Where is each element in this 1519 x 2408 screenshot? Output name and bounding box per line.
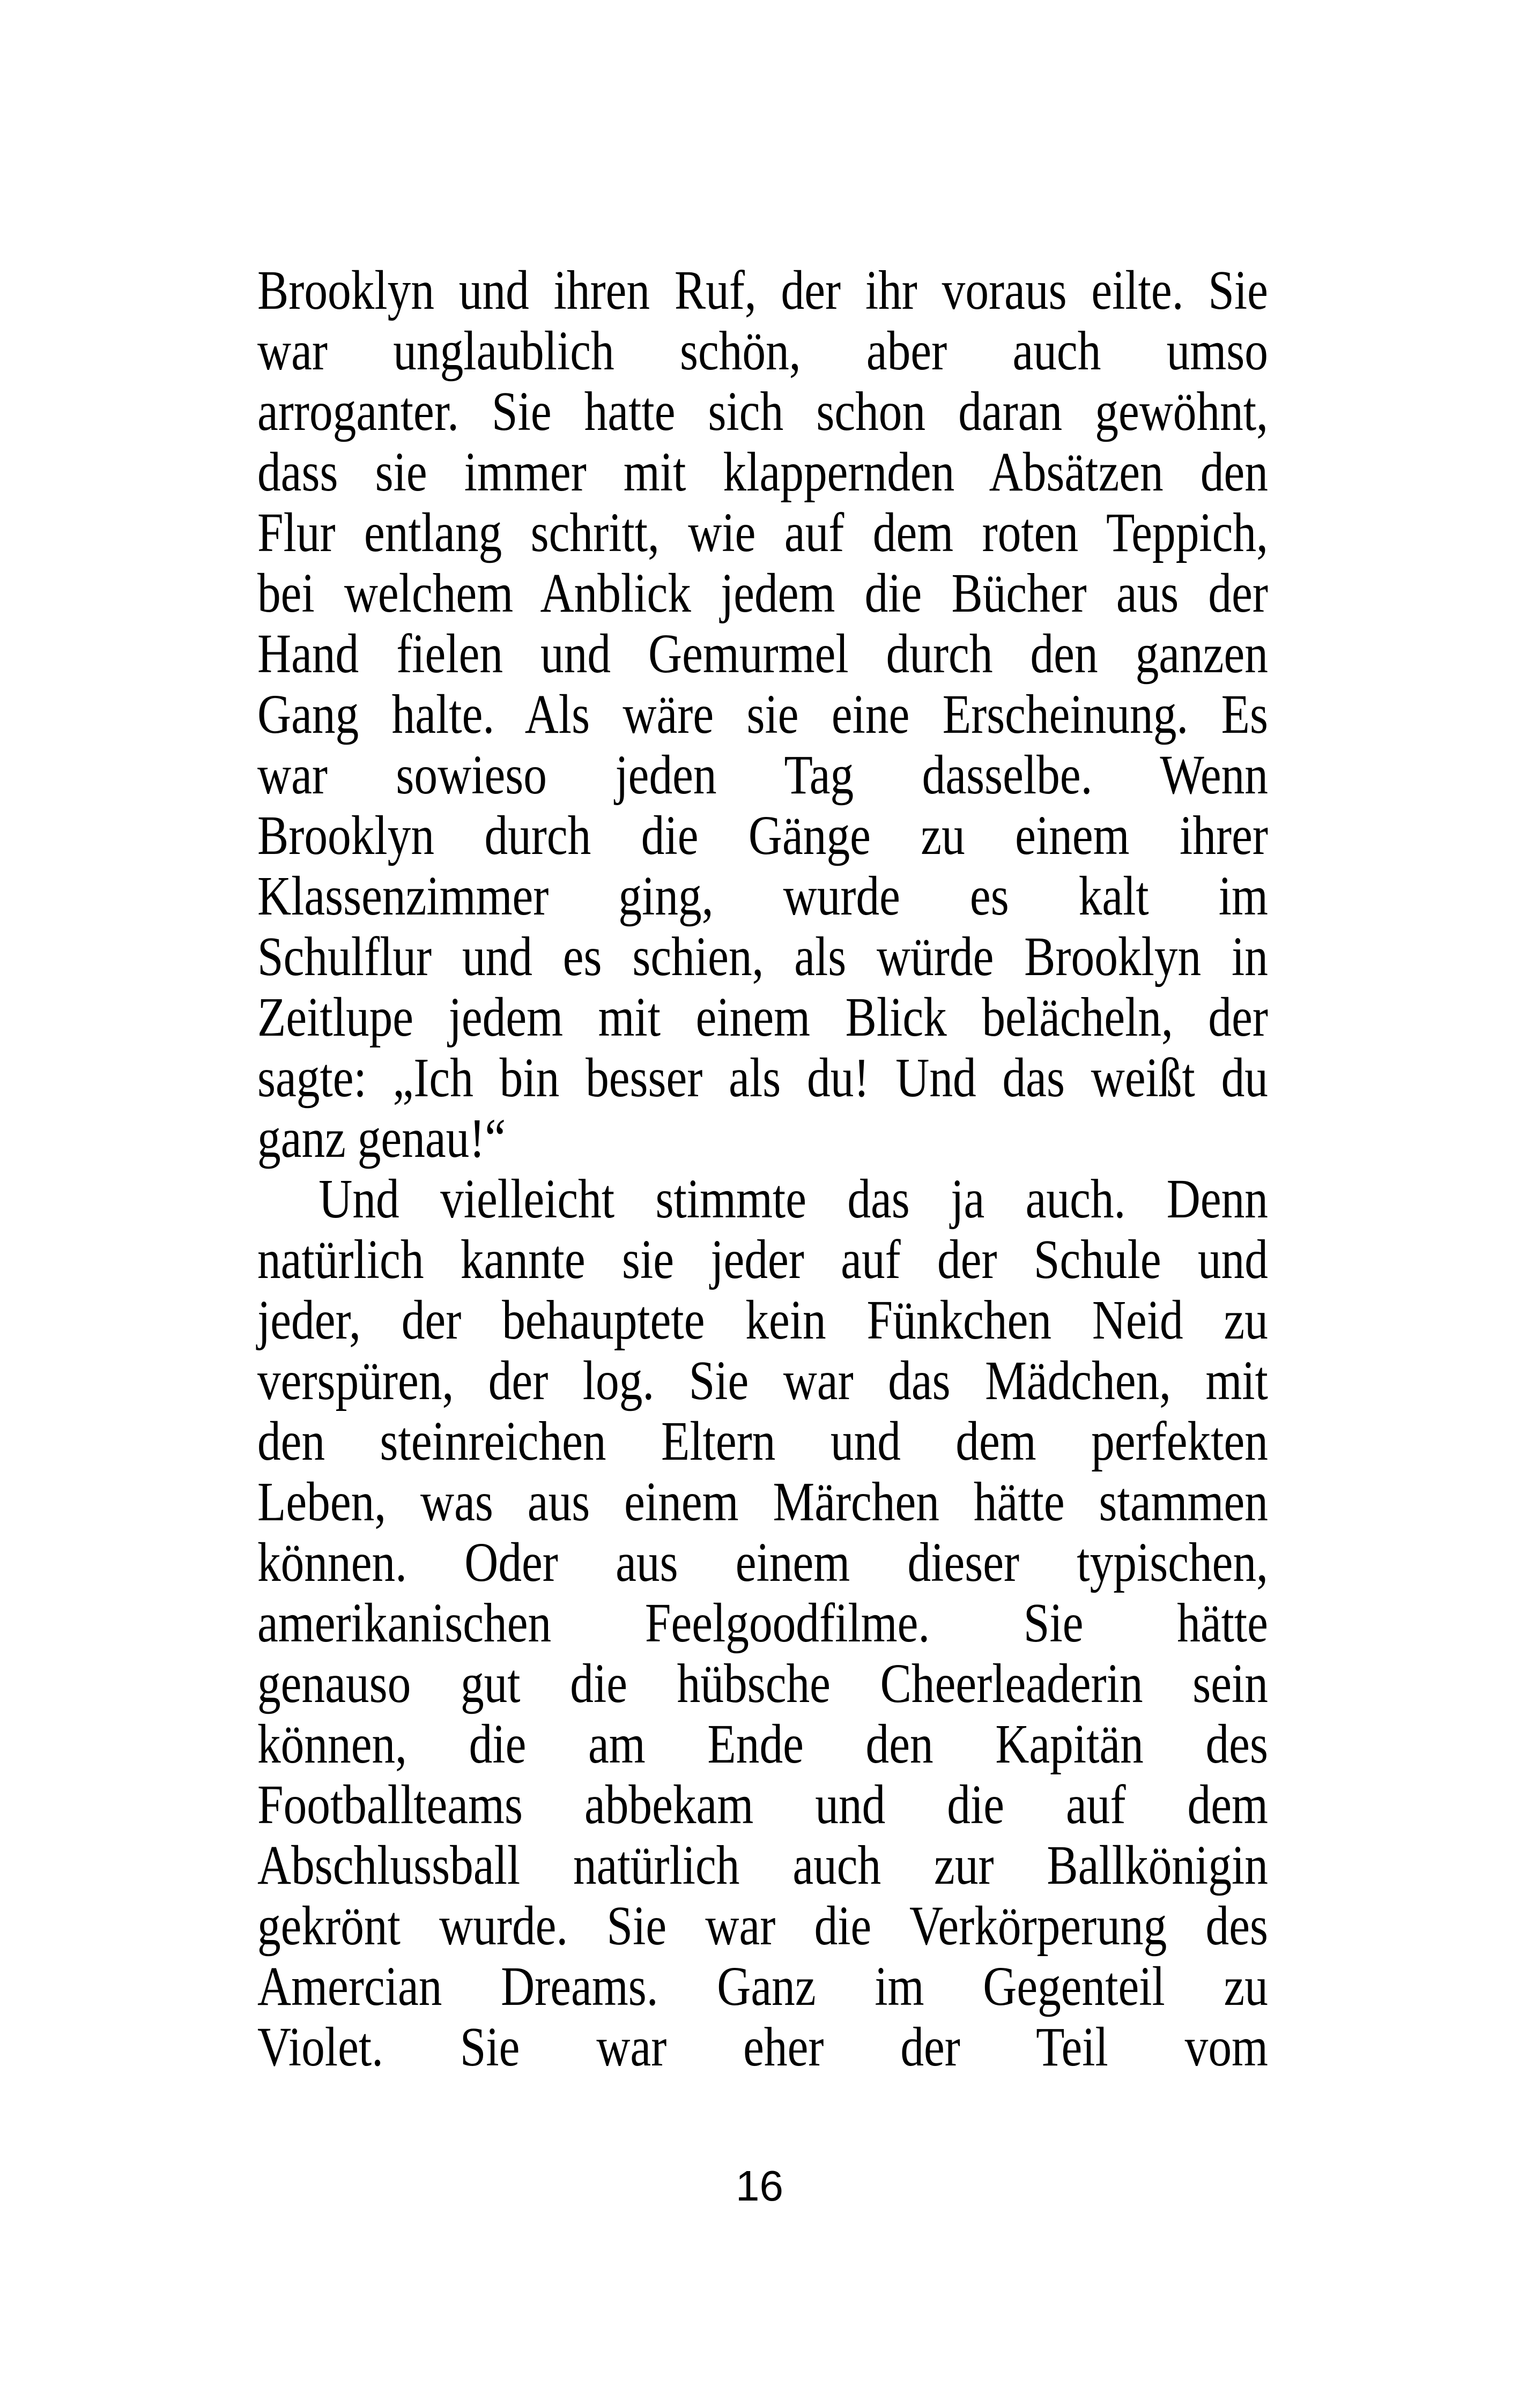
text-line: war sowieso jeden Tag dasselbe. Wenn [257, 744, 1268, 806]
text-line: ganz genau!“ [257, 1108, 506, 1169]
text-line: Flur entlang schritt, wie auf dem roten Teppich, [257, 502, 1268, 563]
text-line: natürlich kannte sie jeder auf der Schule und [257, 1229, 1268, 1290]
text-line: genauso gut die hübsche Cheerleaderin sein [257, 1653, 1268, 1714]
paragraph [257, 1169, 1268, 2077]
text-line: Amercian Dreams. Ganz im Gegenteil zu [257, 1956, 1268, 2017]
text-line: sagte: „Ich bin besser als du! Und das weißt du [257, 1047, 1268, 1109]
text-line: Brooklyn durch die Gänge zu einem ihrer [257, 805, 1268, 866]
text-line: gekrönt wurde. Sie war die Verkörperung des [257, 1895, 1268, 1957]
text-line: den steinreichen Eltern und dem perfekten [257, 1410, 1268, 1472]
text-line: arroganter. Sie hatte sich schon daran gewöhnt, [257, 381, 1268, 442]
text-line: amerikanischen Feelgoodfilme. Sie hätte [257, 1592, 1268, 1654]
text-line: Gang halte. Als wäre sie eine Erscheinung. Es [257, 683, 1268, 745]
text-line: Violet. Sie war eher der Teil vom [257, 2016, 1268, 2078]
text-line: Hand fielen und Gemurmel durch den ganzen [257, 623, 1268, 685]
text-line: Klassenzimmer ging, wurde es kalt im [257, 865, 1268, 927]
paragraph [257, 260, 1268, 1169]
body-text-column [257, 260, 1268, 2077]
page-number: 16 [736, 2162, 783, 2210]
text-line: Brooklyn und ihren Ruf, der ihr voraus eilte. Sie [257, 259, 1268, 321]
text-line: Abschlussball natürlich auch zur Ballkönigin [257, 1834, 1268, 1896]
text-line: verspüren, der log. Sie war das Mädchen, mit [257, 1350, 1268, 1411]
text-line: Footballteams abbekam und die auf dem [257, 1774, 1268, 1835]
text-line: dass sie immer mit klappernden Absätzen den [257, 441, 1268, 503]
text-line: war unglaublich schön, aber auch umso [257, 320, 1268, 382]
text-line: Und vielleicht stimmte das ja auch. Denn [318, 1168, 1268, 1230]
text-line: können, die am Ende den Kapitän des [257, 1713, 1268, 1775]
text-line: bei welchem Anblick jedem die Bücher aus der [257, 562, 1268, 624]
text-line: jeder, der behauptete kein Fünkchen Neid zu [257, 1289, 1268, 1351]
text-line: können. Oder aus einem dieser typischen, [257, 1532, 1268, 1593]
text-line: Schulflur und es schien, als würde Brooklyn in [257, 926, 1268, 987]
text-line: Zeitlupe jedem mit einem Blick belächeln, der [257, 986, 1268, 1048]
text-line: Leben, was aus einem Märchen hätte stammen [257, 1471, 1268, 1533]
